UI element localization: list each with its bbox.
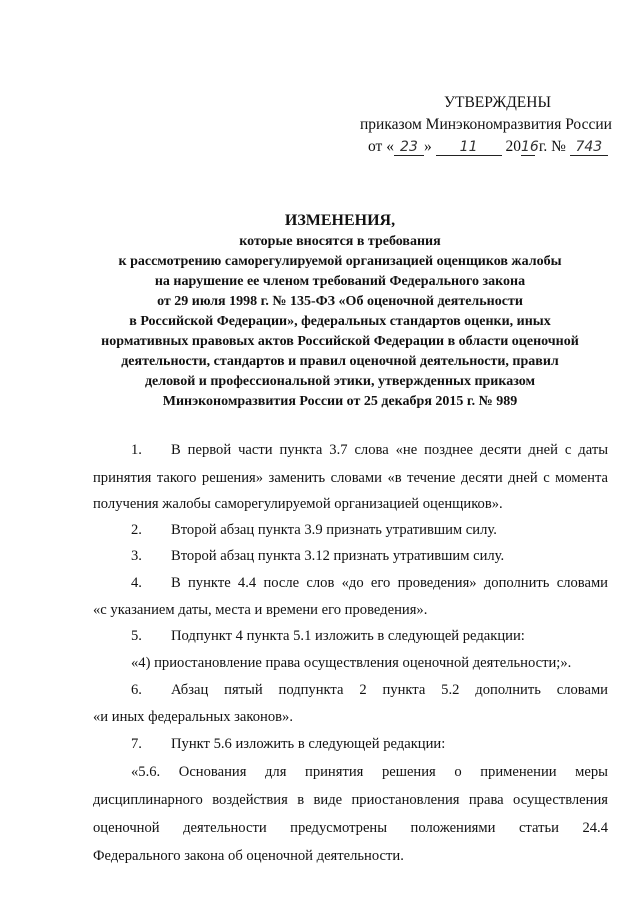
title-line: в Российской Федерации», федеральных стандартов оценки, иных: [129, 314, 551, 329]
item-text: Абзац пятый подпункта 2 пункта 5.2 дополнить словами: [171, 682, 608, 698]
item-number: 4.: [131, 575, 142, 591]
item-number: 5.: [131, 628, 142, 644]
title-line: к рассмотрению саморегулируемой организацией оценщиков жалобы: [118, 254, 562, 269]
order-month: 11: [436, 139, 502, 156]
item-text: «4) приостановление права осуществления оценочной деятельности;».: [131, 655, 572, 671]
item-text: оценочной деятельности предусмотрены положениями статьи 24.4: [93, 820, 608, 836]
order-date-line: [360, 136, 610, 158]
item-text: Федерального закона об оценочной деятельности.: [93, 848, 404, 864]
title-line: нормативных правовых актов Российской Федерации в области оценочной: [101, 334, 579, 349]
title-line: на нарушение ее членом требований Федерального закона: [154, 274, 526, 289]
item-text: В пункте 4.4 после слов «до его проведения» дополнить словами: [171, 575, 608, 591]
approval-stamp: [360, 92, 610, 158]
item-text: «5.6. Основания для принятия решения о применении меры: [131, 764, 608, 780]
quote-close: »: [423, 138, 432, 155]
title-line: от 29 июля 1998 г. № 135-ФЗ «Об оценочной деятельности: [157, 294, 523, 309]
title-line: Минэкономразвития России от 25 декабря 2015 г. № 989: [162, 394, 518, 409]
item-text: Подпункт 4 пункта 5.1 изложить в следующей редакции:: [171, 628, 525, 644]
item-number: 1.: [131, 442, 142, 458]
approved-label: УТВЕРЖДЕНЫ: [444, 94, 551, 111]
list-item: [93, 518, 608, 542]
year-prefix: 20: [505, 138, 521, 155]
item-number: 2.: [131, 522, 142, 538]
title-line: которые вносятся в требования: [239, 234, 441, 249]
order-of-label: приказом Минэкономразвития России: [360, 116, 612, 133]
item-number: 6.: [131, 682, 142, 698]
title-heading: ИЗМЕНЕНИЯ,: [284, 212, 396, 229]
item-text: «и иных федеральных законов».: [93, 709, 294, 725]
list-item: [93, 571, 608, 595]
list-item: [93, 624, 608, 648]
from-prefix: от «: [368, 138, 394, 155]
list-item: [93, 678, 608, 702]
item-text: В первой части пункта 3.7 слова «не позднее десяти дней с даты: [171, 442, 608, 458]
item-number: 3.: [131, 548, 142, 564]
list-item: [93, 544, 608, 568]
item-text: Второй абзац пункта 3.12 признать утратившим силу.: [171, 548, 505, 564]
item-number: 7.: [131, 736, 142, 752]
year-number-label: г. №: [538, 138, 566, 155]
item-text: «с указанием даты, места и времени его проведения».: [93, 602, 428, 618]
order-day: 23: [394, 139, 424, 156]
title-line: деловой и профессиональной этики, утвержденных приказом: [144, 374, 536, 389]
list-item: [93, 438, 608, 462]
item-text: Пункт 5.6 изложить в следующей редакции:: [171, 736, 446, 752]
item-text: дисциплинарного воздействия в виде приостановления права осуществления: [93, 792, 608, 808]
item-text: получения жалобы саморегулируемой организацией оценщиков».: [93, 496, 503, 512]
item-text: принятия такого решения» заменить словами «в течение десяти дней с момента: [93, 470, 608, 486]
list-item: [93, 732, 608, 756]
item-text: Второй абзац пункта 3.9 признать утратившим силу.: [171, 522, 497, 538]
order-number: 743: [570, 139, 608, 156]
title-line: деятельности, стандартов и правил оценочной деятельности, правил: [121, 354, 559, 369]
order-year-suffix: 16: [520, 139, 539, 155]
document-title: [60, 210, 620, 412]
